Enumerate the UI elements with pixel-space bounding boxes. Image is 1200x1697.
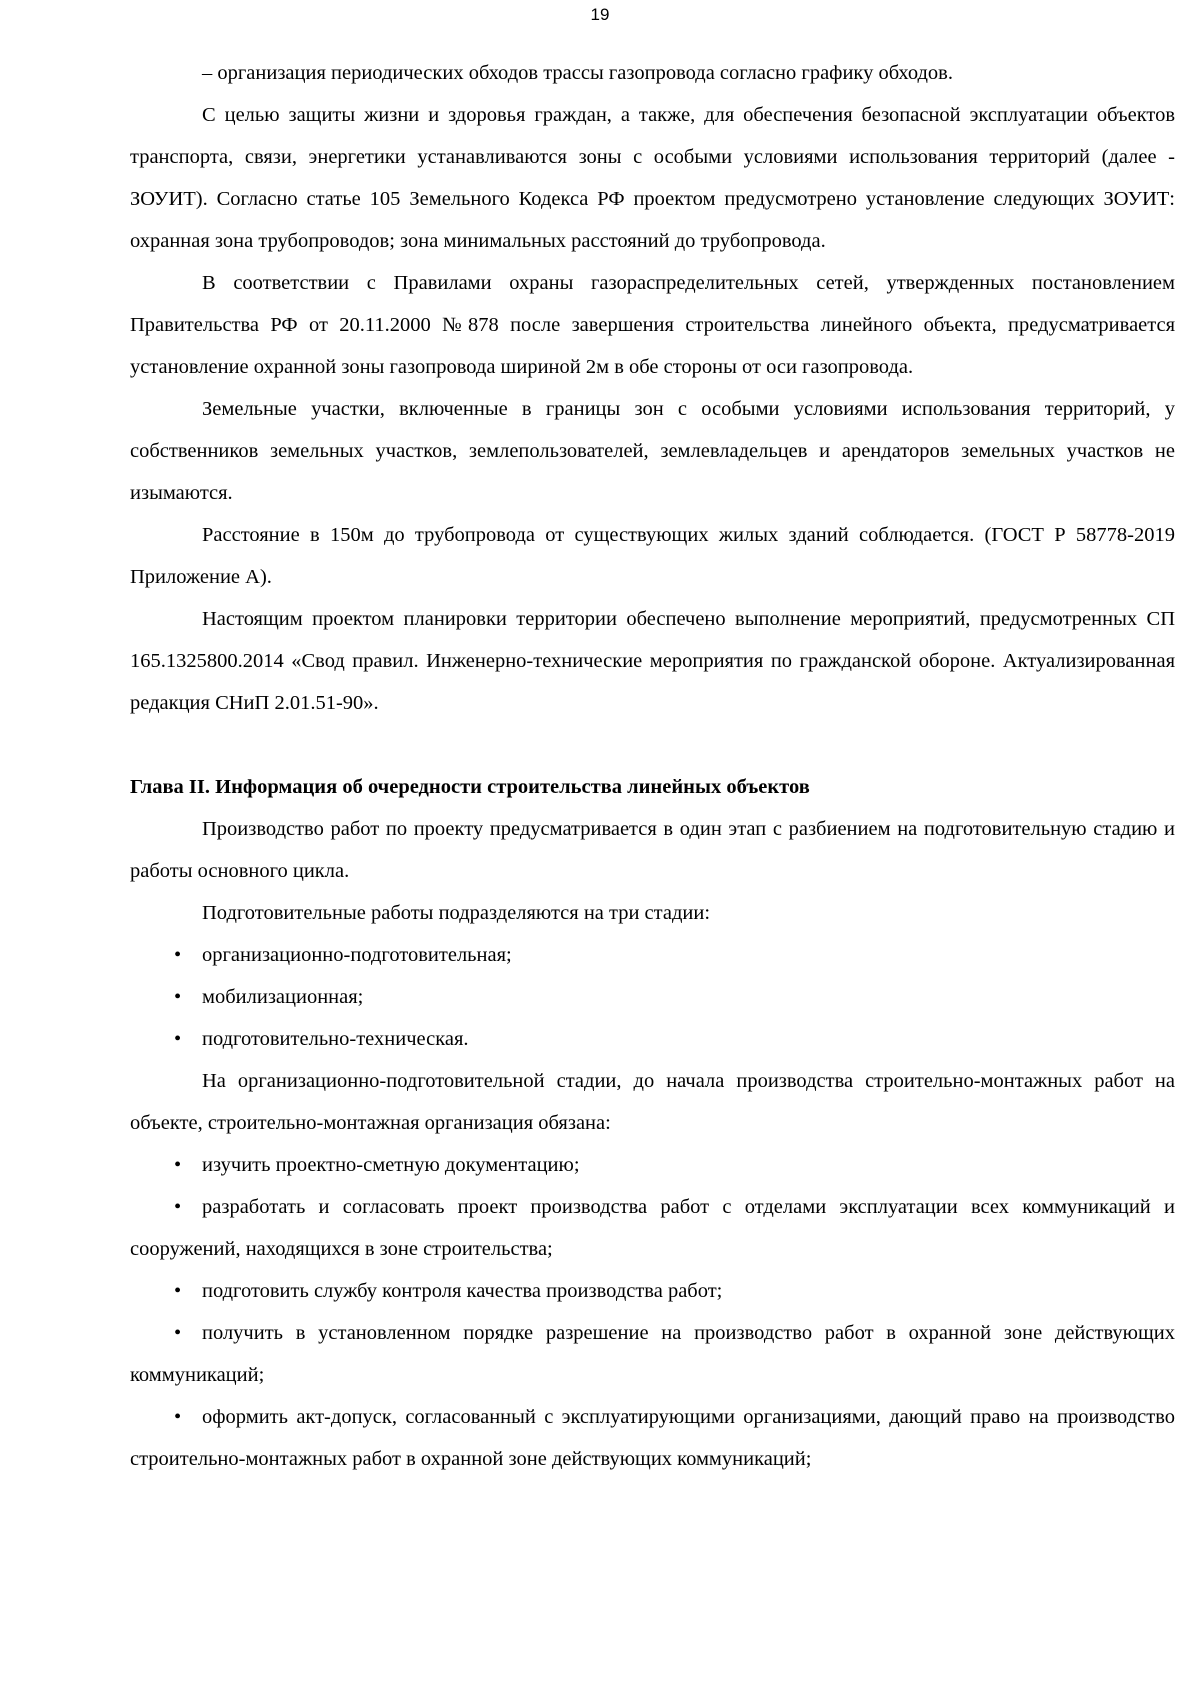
list-item: • мобилизационная; — [130, 976, 1175, 1018]
chapter-heading: Глава II. Информация об очередности строительства линейных объектов — [130, 776, 810, 798]
bullet-icon: • — [174, 1406, 182, 1428]
spacer — [130, 724, 1175, 766]
list-item: • изучить проектно-сметную документацию; — [130, 1144, 1175, 1186]
paragraph-production: Производство работ по проекту предусматривается в один этап с разбиением на подготовительную стадию и работы основного цикла. — [130, 818, 1175, 882]
list-item: • разработать и согласовать проект производства работ с отделами эксплуатации всех коммуникаций и сооружений, находящихся в зоне строительства; — [130, 1186, 1175, 1270]
bullet-icon: • — [174, 1028, 182, 1050]
bullet-icon: • — [174, 1196, 182, 1218]
bullet-icon: • — [174, 986, 182, 1008]
document-body — [130, 52, 1175, 1480]
paragraph-distance: Расстояние в 150м до трубопровода от существующих жилых зданий соблюдается. (ГОСТ Р 58778-2019 Приложение А). — [130, 524, 1175, 588]
list-item: • организационно-подготовительная; — [130, 934, 1175, 976]
paragraph-zouit: С целью защиты жизни и здоровья граждан, а также, для обеспечения безопасной эксплуатации объектов транспорта, связи, энергетики устанавливаются зоны с особыми условиями использования территорий (далее - ЗОУИТ). Согласно статье 105 Земельного Кодекса РФ проектом предусмотрено установление следующих ЗОУИТ: охранная зона трубопроводов; зона минимальных расстояний до трубопровода. — [130, 104, 1175, 252]
bullet-icon: • — [174, 1154, 182, 1176]
list-item: • подготовить службу контроля качества производства работ; — [130, 1270, 1175, 1312]
paragraph-protection-rules: В соответствии с Правилами охраны газораспределительных сетей, утвержденных постановлением Правительства РФ от 20.11.2000 №878 после завершения строительства линейного объекта, предусматривается установление охранной зоны газопровода шириной 2м в обе стороны от оси газопровода. — [130, 272, 1175, 378]
paragraph-prep-stages: Подготовительные работы подразделяются на три стадии: — [202, 902, 711, 924]
stages-list — [130, 934, 1175, 1060]
paragraph-bypass: – организация периодических обходов трассы газопровода согласно графику обходов. — [202, 62, 953, 84]
list-item: • получить в установленном порядке разрешение на производство работ в охранной зоне действующих коммуникаций; — [130, 1312, 1175, 1396]
obligations-list — [130, 1144, 1175, 1480]
list-item: • оформить акт-допуск, согласованный с эксплуатирующими организациями, дающий право на производство строительно-монтажных работ в охранной зоне действующих коммуникаций; — [130, 1396, 1175, 1480]
bullet-icon: • — [174, 1280, 182, 1302]
bullet-icon: • — [174, 1322, 182, 1344]
list-item: • подготовительно-техническая. — [130, 1018, 1175, 1060]
page-number: 19 — [590, 5, 610, 24]
bullet-icon: • — [174, 944, 182, 966]
paragraph-civil-defence: Настоящим проектом планировки территории обеспечено выполнение мероприятий, предусмотренных СП 165.1325800.2014 «Свод правил. Инженерно-технические мероприятия по гражданской обороне. Актуализированная редакция СНиП 2.01.51-90». — [130, 608, 1175, 714]
paragraph-land-plots: Земельные участки, включенные в границы зон с особыми условиями использования территорий, у собственников земельных участков, землепользователей, землевладельцев и арендаторов земельных участков не изымаются. — [130, 398, 1175, 504]
paragraph-org-stage: На организационно-подготовительной стадии, до начала производства строительно-монтажных работ на объекте, строительно-монтажная организация обязана: — [130, 1070, 1175, 1134]
